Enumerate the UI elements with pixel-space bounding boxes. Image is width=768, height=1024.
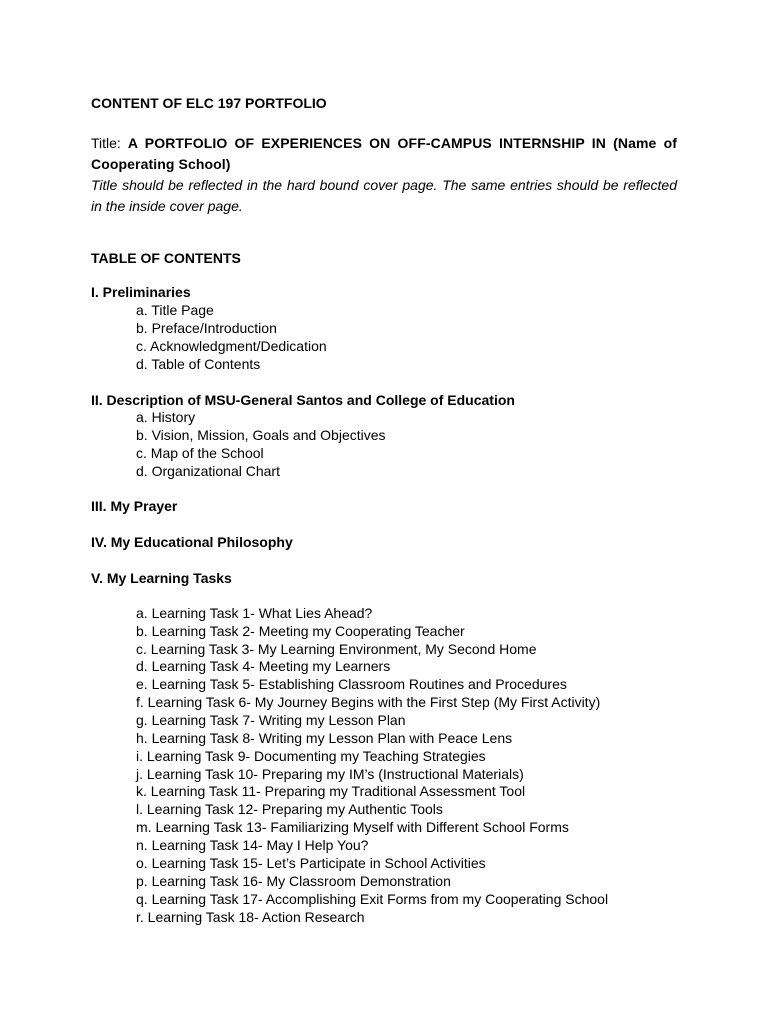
- section-title-preliminaries: I. Preliminaries: [91, 284, 191, 300]
- toc-item: b. Preface/Introduction: [136, 320, 277, 336]
- toc-item: h. Learning Task 8- Writing my Lesson Plan with Peace Lens: [136, 730, 513, 746]
- section-title-prayer: III. My Prayer: [91, 498, 178, 514]
- toc-heading: TABLE OF CONTENTS: [91, 250, 241, 266]
- toc-item: f. Learning Task 6- My Journey Begins with the First Step (My First Activity): [136, 694, 601, 710]
- toc-item: n. Learning Task 14- May I Help You?: [136, 837, 369, 853]
- toc-item: q. Learning Task 17- Accomplishing Exit Forms from my Cooperating School: [136, 891, 609, 907]
- toc-item: e. Learning Task 5- Establishing Classroom Routines and Procedures: [136, 676, 567, 692]
- title-label: Title:: [91, 135, 128, 151]
- toc-item: d. Learning Task 4- Meeting my Learners: [136, 658, 391, 674]
- toc-item: o. Learning Task 15- Let’s Participate in School Activities: [136, 855, 486, 871]
- toc-item: k. Learning Task 11- Preparing my Traditional Assessment Tool: [136, 783, 526, 799]
- toc-item: i. Learning Task 9- Documenting my Teaching Strategies: [136, 748, 486, 764]
- toc-item: r. Learning Task 18- Action Research: [136, 909, 365, 925]
- toc-item: d. Table of Contents: [136, 356, 261, 372]
- portfolio-title: A PORTFOLIO OF EXPERIENCES ON OFF-CAMPUS INTERNSHIP IN (Name of Cooperating School): [91, 135, 678, 172]
- toc-item: c. Map of the School: [136, 445, 264, 461]
- toc-item: g. Learning Task 7- Writing my Lesson Plan: [136, 712, 406, 728]
- title-line: [91, 133, 677, 175]
- toc-item: l. Learning Task 12- Preparing my Authentic Tools: [136, 801, 443, 817]
- title-note: Title should be reflected in the hard bound cover page. The same entries should be reflected in the inside cover page.: [91, 177, 677, 214]
- toc-item: a. Learning Task 1- What Lies Ahead?: [136, 605, 373, 621]
- toc-item: b. Learning Task 2- Meeting my Cooperating Teacher: [136, 623, 465, 639]
- document-heading: CONTENT OF ELC 197 PORTFOLIO: [91, 95, 327, 111]
- toc-item: a. History: [136, 409, 196, 425]
- toc-item: b. Vision, Mission, Goals and Objectives: [136, 427, 386, 443]
- section-title-philosophy: IV. My Educational Philosophy: [91, 534, 293, 550]
- toc-item: p. Learning Task 16- My Classroom Demonstration: [136, 873, 451, 889]
- section-title-learning-tasks: V. My Learning Tasks: [91, 570, 232, 586]
- toc-item: j. Learning Task 10- Preparing my IM’s (Instructional Materials): [136, 766, 524, 782]
- toc-item: m. Learning Task 13- Familiarizing Myself with Different School Forms: [136, 819, 569, 835]
- toc-item: a. Title Page: [136, 302, 214, 318]
- toc-item: d. Organizational Chart: [136, 463, 280, 479]
- toc-item: c. Learning Task 3- My Learning Environment, My Second Home: [136, 641, 537, 657]
- toc-item: c. Acknowledgment/Dedication: [136, 338, 327, 354]
- section-title-description: II. Description of MSU-General Santos and College of Education: [91, 392, 515, 408]
